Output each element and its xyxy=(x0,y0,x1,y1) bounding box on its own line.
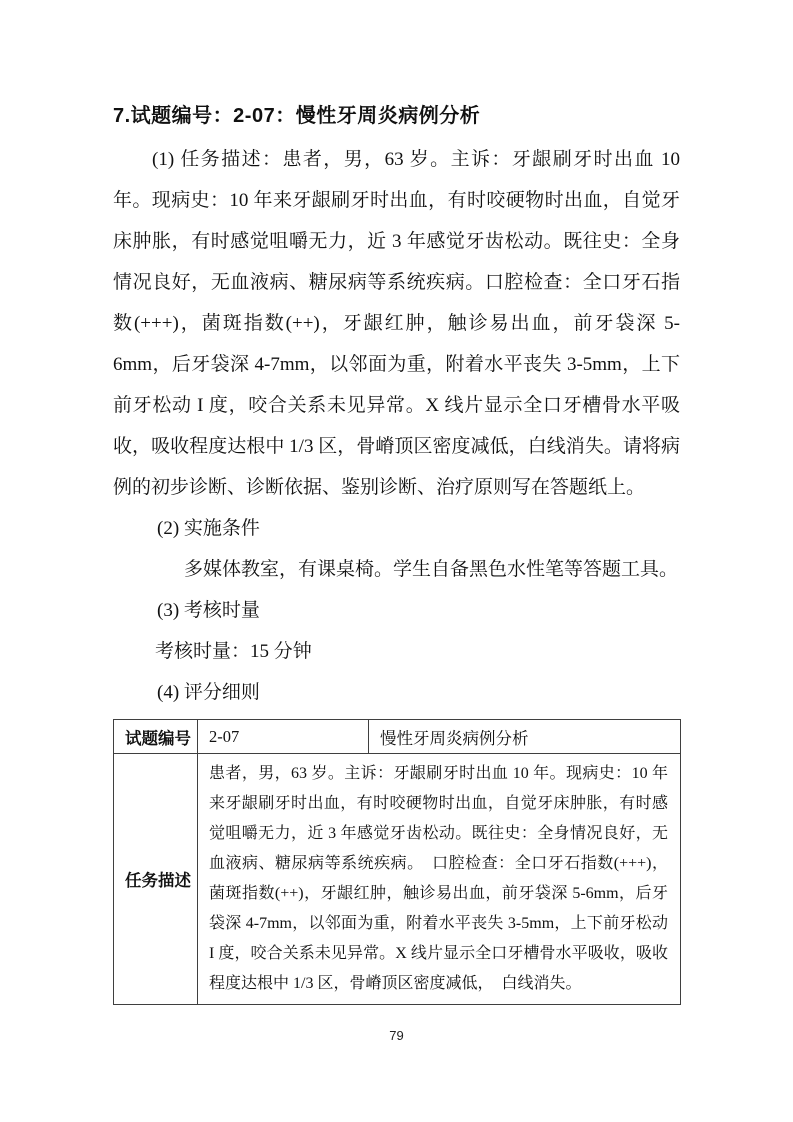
task-description-paragraph: (1) 任务描述：患者，男，63 岁。主诉：牙龈刷牙时出血 10 年。现病史：10 年来牙龈刷牙时出血，有时咬硬物时出血，自觉牙床肿胀，有时感觉咀嚼无力，近 3 年感觉牙齿松动。既往史：全身情况良好，无血液病、糖尿病等系统疾病。口腔检查：全口牙石指数(+++)，菌斑指数(++)，牙龈红肿，触诊易出血，前牙袋深 5-6mm，后牙袋深 4-7mm，以邻面为重，附着水平丧失 3-5mm，上下前牙松动 I 度，咬合关系未见异常。X 线片显示全口牙槽骨水平吸收，吸收程度达根中 1/3 区，骨嵴顶区密度减低，白线消失。请将病例的初步诊断、诊断依据、鉴别诊断、治疗原则写在答题纸上。 xyxy=(113,149,680,498)
assessment-duration-text: 考核时量：15 分钟 xyxy=(155,641,312,662)
exam-id-value-cell: 2-07 xyxy=(198,720,369,754)
table-row-task-description xyxy=(114,754,681,1005)
section-heading-assessment-duration: (3) 考核时量 xyxy=(157,600,260,621)
table-row-exam-id xyxy=(114,720,681,754)
exam-id-label-cell: 试题编号 xyxy=(114,720,198,754)
section-heading-scoring-rules: (4) 评分细则 xyxy=(157,682,260,703)
implementation-conditions-text: 多媒体教室，有课桌椅。学生自备黑色水性笔等答题工具。 xyxy=(184,559,679,580)
exam-name-cell: 慢性牙周炎病例分析 xyxy=(369,720,681,754)
section-heading-implementation-conditions: (2) 实施条件 xyxy=(157,518,260,539)
task-description-label-cell: 任务描述 xyxy=(114,754,198,1005)
scoring-table xyxy=(113,719,681,1005)
document-content xyxy=(113,104,680,1005)
task-description-text-cell: 患者，男，63 岁。主诉：牙龈刷牙时出血 10 年。现病史：10 年来牙龈刷牙时出血，有时咬硬物时出血，自觉牙床肿胀，有时感觉咀嚼无力，近 3 年感觉牙齿松动。既往史：全身情况良好，无血液病、糖尿病等系统疾病。 口腔检查：全口牙石指数(+++)，菌斑指数(++)，牙龈红肿，触诊易出血，前牙袋深 5-6mm，后牙袋深 4-7mm，以邻面为重，附着水平丧失 3-5mm，上下前牙松动 I 度，咬合关系未见异常。X 线片显示全口牙槽骨水平吸收，吸收程度达根中 1/3 区，骨嵴顶区密度减低， 白线消失。 xyxy=(198,754,681,1005)
page-title: 7.试题编号：2-07：慢性牙周炎病例分析 xyxy=(113,105,481,127)
page-number: 79 xyxy=(389,1028,404,1043)
